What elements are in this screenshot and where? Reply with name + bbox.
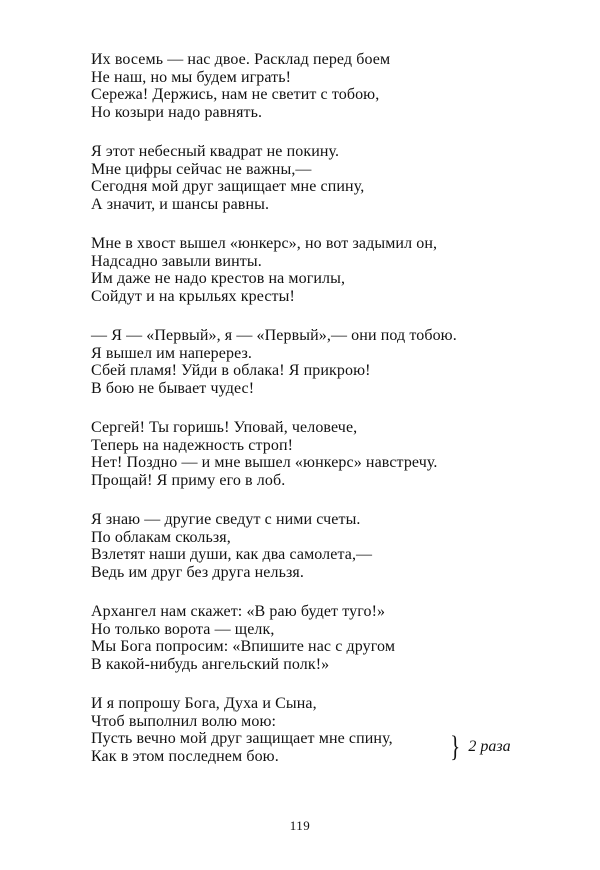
verse-line: Ведь им друг без друга нельзя. xyxy=(91,563,304,581)
verse-line: Я вышел им наперерез. xyxy=(91,344,253,362)
verse-line: Мы Бога попросим: «Впишите нас с другом xyxy=(91,638,396,655)
verse-line: Сережа! Держись, нам не светит с тобою, xyxy=(91,86,380,103)
stanza-1 xyxy=(91,51,551,121)
verse-line: А значит, и шансы равны. xyxy=(91,195,270,213)
stanza-3 xyxy=(91,235,551,305)
stanza-4 xyxy=(91,327,551,397)
poem-text xyxy=(91,51,551,787)
stanza-6 xyxy=(91,511,551,581)
verse-line: По облакам скользя, xyxy=(91,528,231,546)
verse-line: Сойдут и на крыльях кресты! xyxy=(91,287,295,305)
verse-line: В какой-нибудь ангельский полк!» xyxy=(91,655,330,673)
verse-line: Теперь на надежность строп! xyxy=(91,436,294,454)
verse-line: Взлетят наши души, как два самолета,— xyxy=(91,546,373,563)
verse-line: Мне цифры сейчас не важны,— xyxy=(91,160,312,178)
verse-line: Прощай! Я приму его в лоб. xyxy=(91,471,286,489)
stanza-8 xyxy=(91,695,551,765)
verse-line: Архангел нам скажет: «В раю будет туго!» xyxy=(91,603,386,620)
verse-line: Мне в хвост вышел «юнкерс», но вот задымил он, xyxy=(91,235,438,252)
verse-line: Как в этом последнем бою. xyxy=(91,747,279,765)
verse-line: И я попрошу Бога, Духа и Сына, xyxy=(91,695,317,712)
verse-line: Не наш, но мы будем играть! xyxy=(91,68,292,86)
verse-line: Нет! Поздно — и мне вышел «юнкерс» навстречу. xyxy=(91,454,438,471)
verse-line: — Я — «Первый», я — «Первый»,— они под тобою. xyxy=(91,327,457,344)
verse-line: Их восемь — нас двое. Расклад перед боем xyxy=(91,51,391,68)
verse-line: Но козыри надо равнять. xyxy=(91,103,263,121)
verse-line: Сбей пламя! Уйди в облака! Я прикрою! xyxy=(91,362,371,379)
right-brace-icon: } xyxy=(450,730,461,763)
stanza-2 xyxy=(91,143,551,213)
verse-line: Я этот небесный квадрат не покину. xyxy=(91,143,340,160)
verse-line: Надсадно завыли винты. xyxy=(91,252,262,270)
verse-line: Я знаю — другие сведут с ними счеты. xyxy=(91,511,361,528)
repeat-marker xyxy=(448,732,511,762)
stanza-7 xyxy=(91,603,551,673)
verse-line: Сергей! Ты горишь! Уповай, человече, xyxy=(91,419,358,436)
verse-line: Им даже не надо крестов на могилы, xyxy=(91,270,346,287)
verse-line: В бою не бывает чудес! xyxy=(91,379,255,397)
verse-line: Чтоб выполнил волю мою: xyxy=(91,712,277,730)
page-number: 119 xyxy=(289,818,311,833)
verse-line: Сегодня мой друг защищает мне спину, xyxy=(91,178,365,195)
stanza-5 xyxy=(91,419,551,489)
verse-line: Но только ворота — щелк, xyxy=(91,620,275,638)
repeat-note: 2 раза xyxy=(468,738,511,755)
verse-line: Пусть вечно мой друг защищает мне спину, xyxy=(91,730,393,747)
